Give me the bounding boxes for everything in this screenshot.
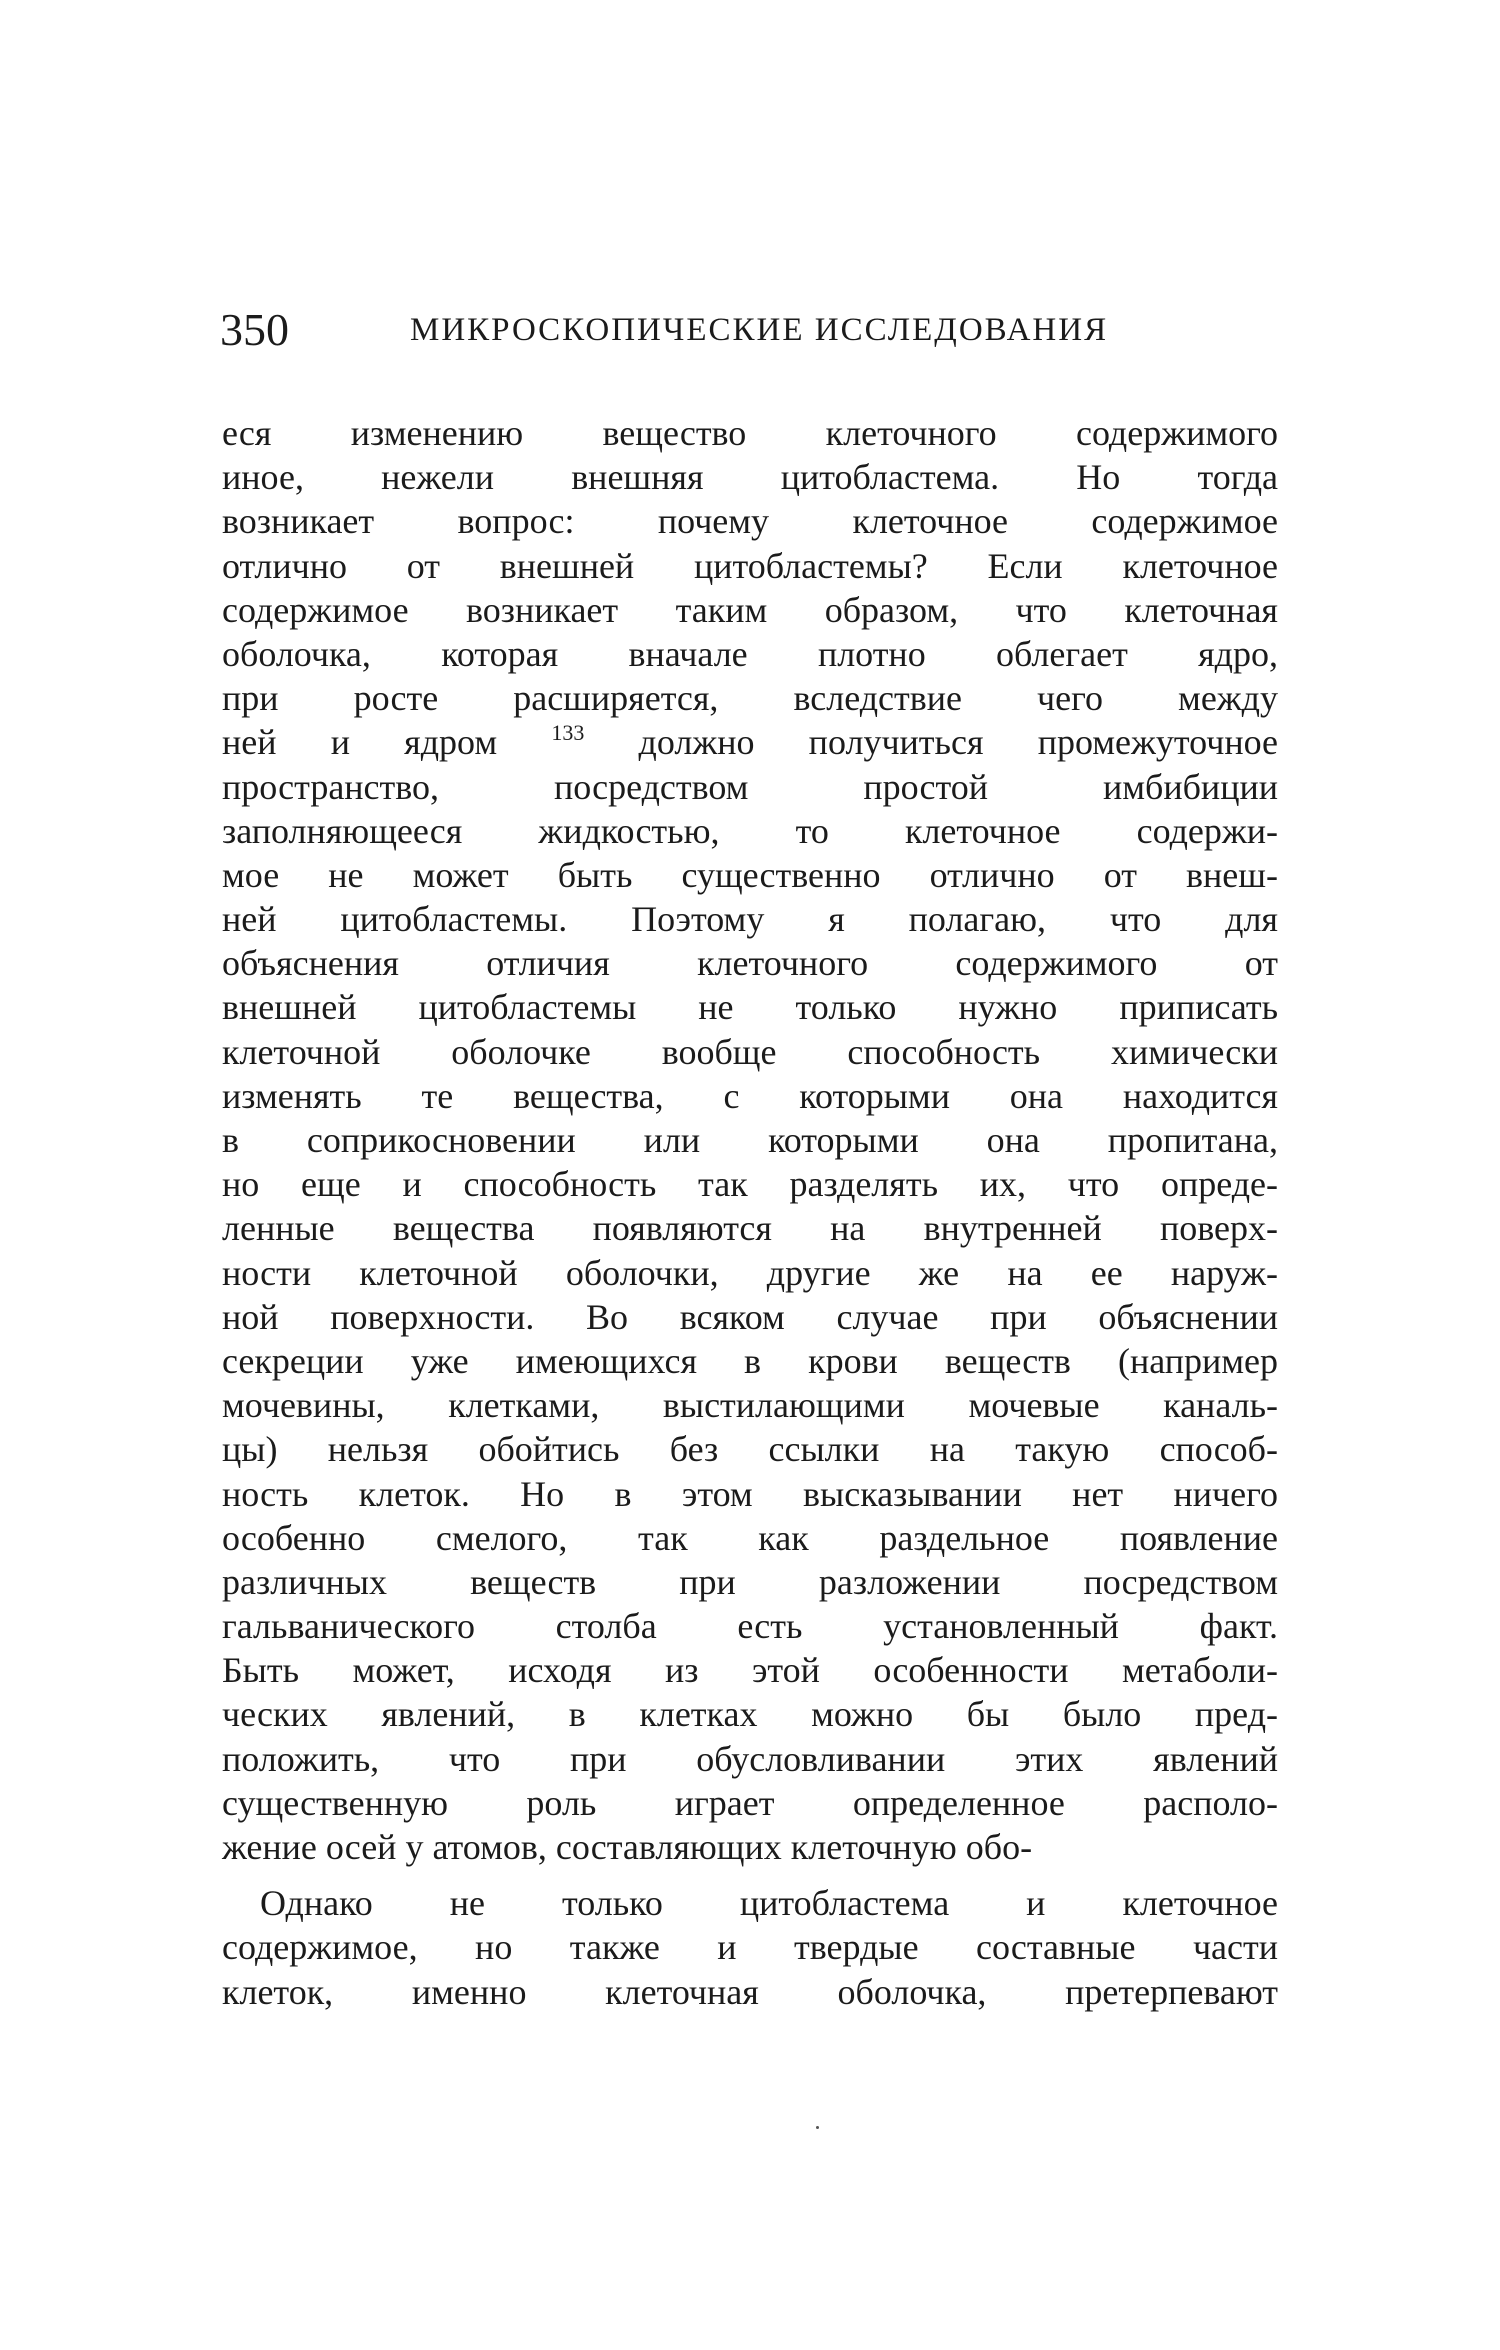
text-line: ческих явлений, в клетках можно бы было пред- xyxy=(222,1694,1278,1735)
print-speck xyxy=(816,2126,819,2129)
text-line: ней цитобластемы. Поэтому я полагаю, что для xyxy=(222,899,1278,940)
text-line: отлично от внешней цитобластемы? Если клеточное xyxy=(222,545,1278,586)
text-line: существенную роль играет определенное располо- xyxy=(222,1782,1278,1823)
text-line: секреции уже имеющихся в крови веществ (например xyxy=(222,1340,1278,1381)
text-line: содержимое возникает таким образом, что клеточная xyxy=(222,589,1278,630)
text-line: изменять те вещества, с которыми она находится xyxy=(222,1075,1278,1116)
text-line: еся изменению вещество клеточного содержимого xyxy=(222,413,1278,453)
text-line: положить, что при обусловливании этих явлений xyxy=(222,1738,1278,1779)
text-line: Быть может, исходя из этой особенности метаболи- xyxy=(222,1650,1278,1691)
text-line: заполняющееся жидкостью, то клеточное содержи- xyxy=(222,810,1278,851)
text-line: ной поверхности. Во всяком случае при объяснении xyxy=(222,1296,1278,1337)
paragraph-gap xyxy=(222,1869,1278,1881)
page-number: 350 xyxy=(220,304,289,355)
text-line: внешней цитобластемы не только нужно приписать xyxy=(222,987,1278,1028)
text-line: различных веществ при разложении посредством xyxy=(222,1561,1278,1602)
body-text xyxy=(222,411,1278,2014)
text-line: ленные вещества появляются на внутренней поверх- xyxy=(222,1208,1278,1249)
text-line: но еще и способность так разделять их, что опреде- xyxy=(222,1164,1278,1205)
text-line: цы) нельзя обойтись без ссылки на такую способ- xyxy=(222,1429,1278,1470)
text-line: объяснения отличия клеточного содержимого от xyxy=(222,943,1278,984)
text-line: гальванического столба есть установленный факт. xyxy=(222,1606,1278,1647)
text-line: возникает вопрос: почему клеточное содержимое xyxy=(222,501,1278,542)
text-line: содержимое, но также и твердые составные части xyxy=(222,1927,1278,1968)
text-segment: ней и ядром xyxy=(222,722,498,763)
text-line: при росте расширяется, вследствие чего между xyxy=(222,678,1278,719)
text-line: Однако не только цитобластема и клеточное xyxy=(260,1883,1278,1924)
text-line: мое не может быть существенно отлично от внеш- xyxy=(222,854,1278,895)
text-line: жение осей у атомов, составляющих клеточную обо- xyxy=(222,1827,1033,1867)
text-line: оболочка, которая вначале плотно облегает ядро, xyxy=(222,633,1278,674)
text-line: мочевины, клетками, выстилающими мочевые каналь- xyxy=(222,1385,1278,1426)
text-line: пространство, посредством простой имбибиции xyxy=(222,766,1278,807)
text-line: ность клеток. Но в этом высказывании нет ничего xyxy=(222,1473,1278,1514)
text-line: в соприкосновении или которыми она пропитана, xyxy=(222,1120,1278,1160)
text-line: ности клеточной оболочки, другие же на ее наруж- xyxy=(222,1252,1278,1293)
text-line: клеточной оболочке вообще способность химически xyxy=(222,1031,1278,1072)
note-reference: 133 xyxy=(551,720,585,746)
text-line: особенно смелого, так как раздельное появление xyxy=(222,1517,1278,1558)
text-segment: должно получиться промежуточное xyxy=(638,722,1279,763)
text-line: клеток, именно клеточная оболочка, претерпевают xyxy=(222,1971,1278,2012)
running-head xyxy=(220,300,1300,360)
text-line: иное, нежели внешняя цитобластема. Но тогда xyxy=(222,457,1278,498)
running-title: МИКРОСКОПИЧЕСКИЕ ИССЛЕДОВАНИЯ xyxy=(410,312,1109,348)
text-line-with-note xyxy=(222,720,1278,764)
